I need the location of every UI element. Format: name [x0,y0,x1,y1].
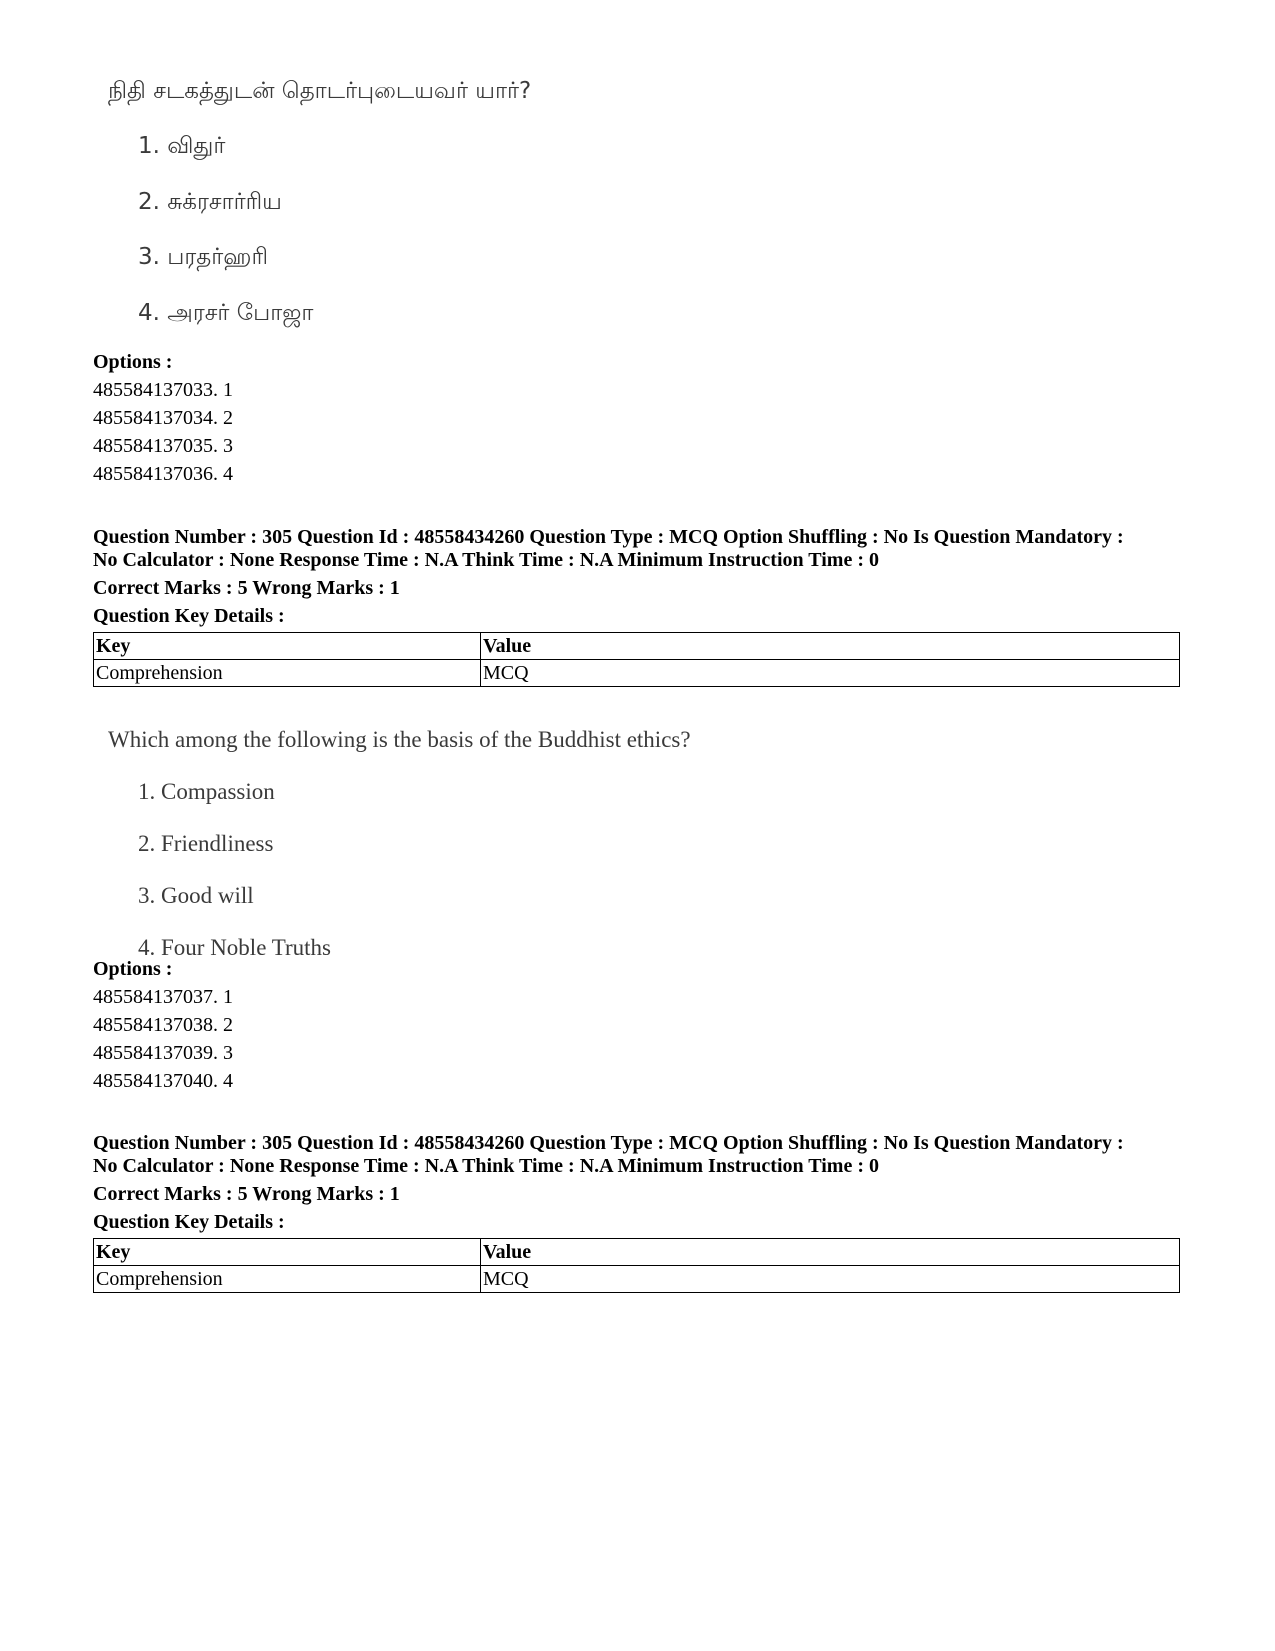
marks-line: Correct Marks : 5 Wrong Marks : 1 [93,577,400,599]
question-meta-line-2: No Calculator : None Response Time : N.A Think Time : N.A Minimum Instruction Time : 0 [93,549,879,571]
option-id-3: 485584137035. 3 [93,435,233,457]
choice-4: 4. Four Noble Truths [138,935,331,960]
key-value-table [93,1238,1180,1293]
choice-2: 2. சுக்ரசார்ரிய [138,189,282,215]
table-cell-key: Comprehension [94,1266,481,1293]
choice-1: 1. விதுர் [138,133,226,159]
choice-1: 1. Compassion [138,779,275,804]
key-details-label: Question Key Details : [93,605,285,627]
table-header-value: Value [481,633,1180,660]
table-header-key: Key [94,1239,481,1266]
option-id-3: 485584137039. 3 [93,1042,233,1064]
key-details-label: Question Key Details : [93,1211,285,1233]
table-cell-key: Comprehension [94,660,481,687]
option-id-2: 485584137038. 2 [93,1014,233,1036]
choice-4: 4. அரசர் போஜா [138,300,314,326]
option-id-1: 485584137033. 1 [93,379,233,401]
options-label: Options : [93,351,173,373]
table-header-value: Value [481,1239,1180,1266]
option-id-4: 485584137040. 4 [93,1070,233,1092]
question-text: நிதி சடகத்துடன் தொடர்புடையவர் யார்? [108,78,532,104]
question-meta-line-1: Question Number : 305 Question Id : 48558434260 Question Type : MCQ Option Shuffling : No Is Question Mandatory : [93,526,1124,548]
question-image-1 [108,76,808,326]
question-image-2 [108,725,808,960]
option-id-1: 485584137037. 1 [93,986,233,1008]
table-row [94,660,1180,687]
table-header-key: Key [94,633,481,660]
choice-3: 3. Good will [138,883,254,908]
question-text: Which among the following is the basis of the Buddhist ethics? [108,727,691,752]
question-meta-line-1: Question Number : 305 Question Id : 48558434260 Question Type : MCQ Option Shuffling : No Is Question Mandatory : [93,1132,1124,1154]
table-cell-value: MCQ [481,1266,1180,1293]
table-header-row [94,1239,1180,1266]
table-header-row [94,633,1180,660]
option-id-2: 485584137034. 2 [93,407,233,429]
marks-line: Correct Marks : 5 Wrong Marks : 1 [93,1183,400,1205]
table-cell-value: MCQ [481,660,1180,687]
option-id-4: 485584137036. 4 [93,463,233,485]
key-value-table [93,632,1180,687]
choice-3: 3. பரதர்ஹரி [138,244,268,270]
choice-2: 2. Friendliness [138,831,274,856]
options-label: Options : [93,958,173,980]
table-row [94,1266,1180,1293]
question-meta-line-2: No Calculator : None Response Time : N.A Think Time : N.A Minimum Instruction Time : 0 [93,1155,879,1177]
